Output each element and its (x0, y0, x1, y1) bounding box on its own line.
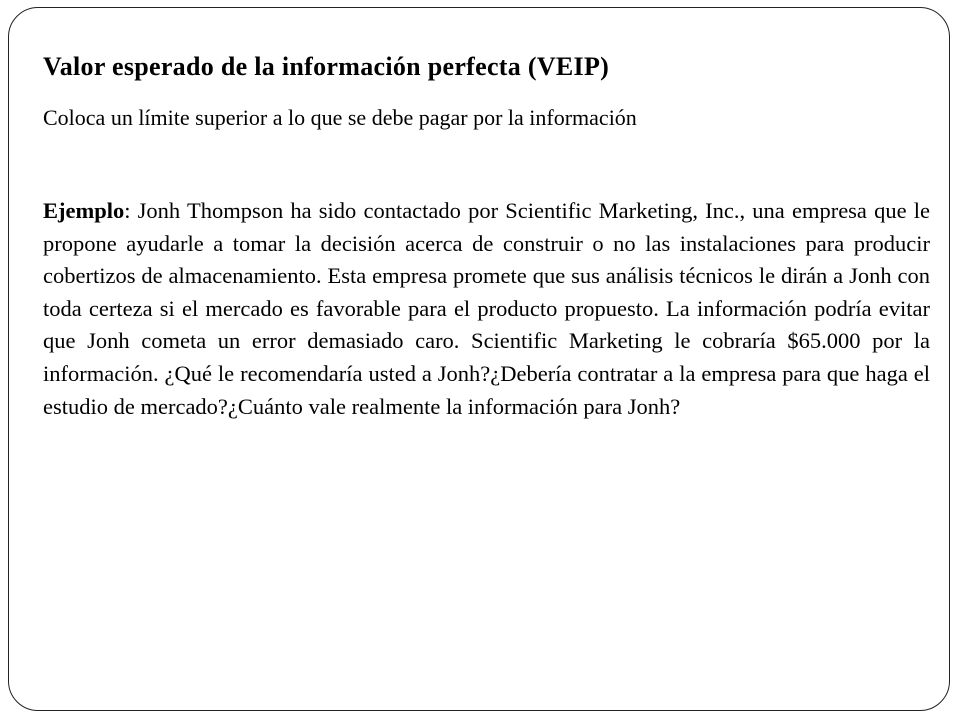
example-lead: Ejemplo (43, 198, 125, 223)
example-paragraph (43, 195, 930, 423)
example-text: : Jonh Thompson ha sido contactado por Scientific Marketing, Inc., una empresa que le propone ayudarle a tomar la decisión acerca de construir o no las instalaciones para producir cobertizos de almacenamiento. Esta empresa promete que sus análisis técnicos le dirán a Jonh con toda certeza si el mercado es favorable para el producto propuesto. La información podría evitar que Jonh cometa un error demasiado caro. Scientific Marketing le cobraría $65.000 por la información. ¿Qué le recomendaría usted a Jonh?¿Debería contratar a la empresa para que haga el estudio de mercado?¿Cuánto vale realmente la información para Jonh? (43, 198, 930, 419)
slide-frame (8, 7, 950, 711)
slide-subtitle: Coloca un límite superior a lo que se debe pagar por la información (43, 105, 637, 130)
slide-title: Valor esperado de la información perfecta (VEIP) (43, 52, 610, 81)
